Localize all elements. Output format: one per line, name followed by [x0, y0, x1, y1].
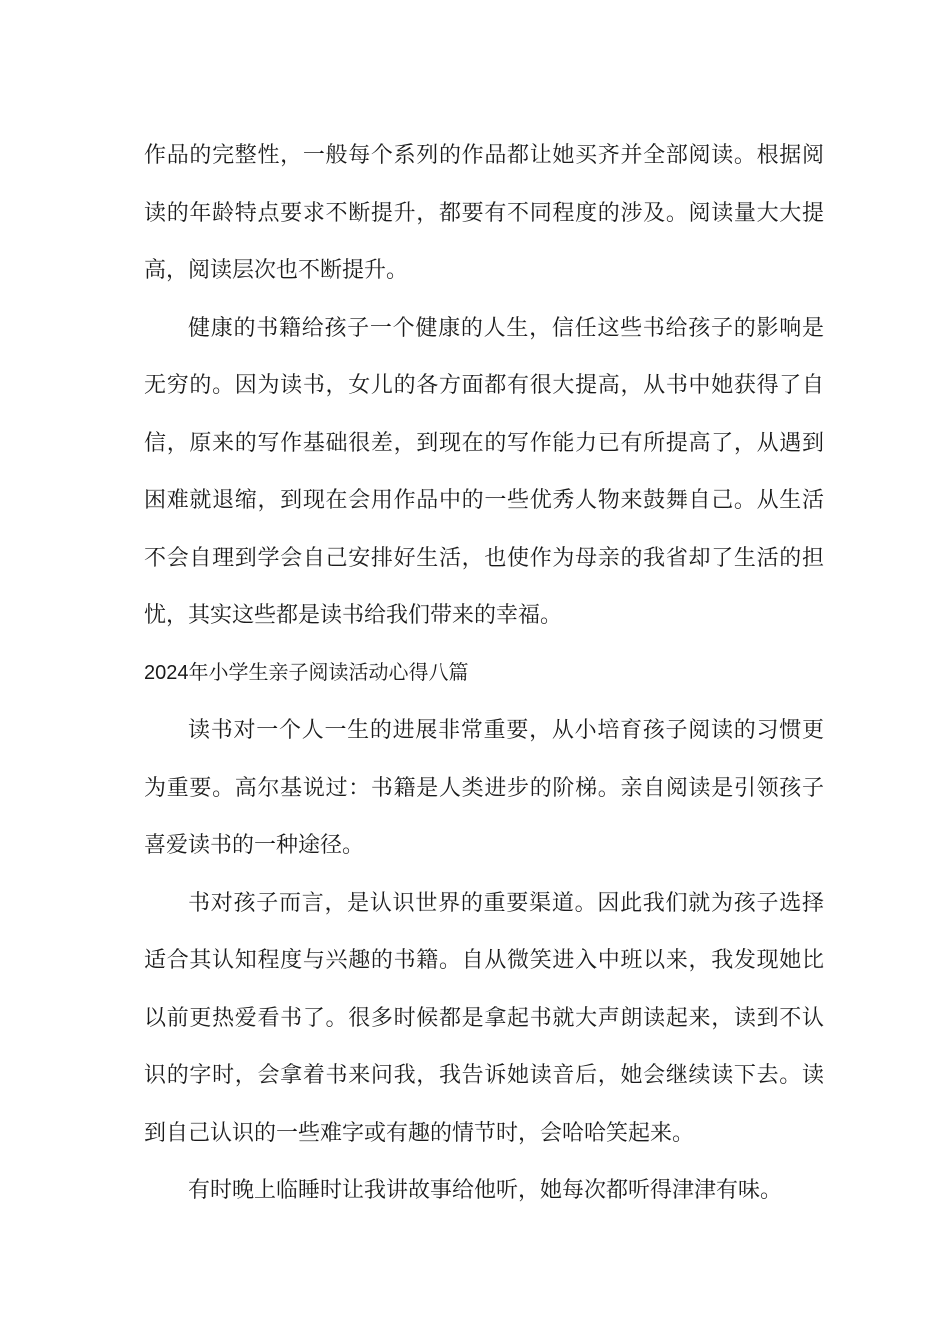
paragraph-bedtime-stories: 有时晚上临睡时让我讲故事给他听，她每次都听得津津有味。 [188, 1178, 783, 1203]
paragraph-reading-importance: 读书对一个人一生的进展非常重要，从小培育孩子阅读的习惯更为重要。高尔基说过：书籍是人类进步的阶梯。亲自阅读是引领孩子喜爱读书的一种途径。 [144, 718, 824, 858]
section-heading: 2024年小学生亲子阅读活动心得八篇 [144, 661, 469, 684]
paragraph-healthy-books: 健康的书籍给孩子一个健康的人生，信任这些书给孩子的影响是无穷的。因为读书，女儿的各方面都有很大提高，从书中她获得了自信，原来的写作基础很差，到现在的写作能力已有所提高了，从遇到困难就退缩，到现在会用作品中的一些优秀人物来鼓舞自己。从生活不会自理到学会自己安排好生活，也使作为母亲的我省却了生活的担忧，其实这些都是读书给我们带来的幸福。 [144, 315, 824, 628]
paragraph-continuation: 作品的完整性，一般每个系列的作品都让她买齐并全部阅读。根据阅读的年龄特点要求不断提升，都要有不同程度的涉及。阅读量大大提高，阅读层次也不断提升。 [144, 143, 824, 283]
document-body [144, 127, 824, 1220]
paragraph-books-for-children: 书对孩子而言，是认识世界的重要渠道。因此我们就为孩子选择适合其认知程度与兴趣的书籍。自从微笑进入中班以来，我发现她比以前更热爱看书了。很多时候都是拿起书就大声朗读起来，读到不认识的字时，会拿着书来问我，我告诉她读音后，她会继续读下去。读到自己认识的一些难字或有趣的情节时，会哈哈笑起来。 [144, 890, 824, 1146]
